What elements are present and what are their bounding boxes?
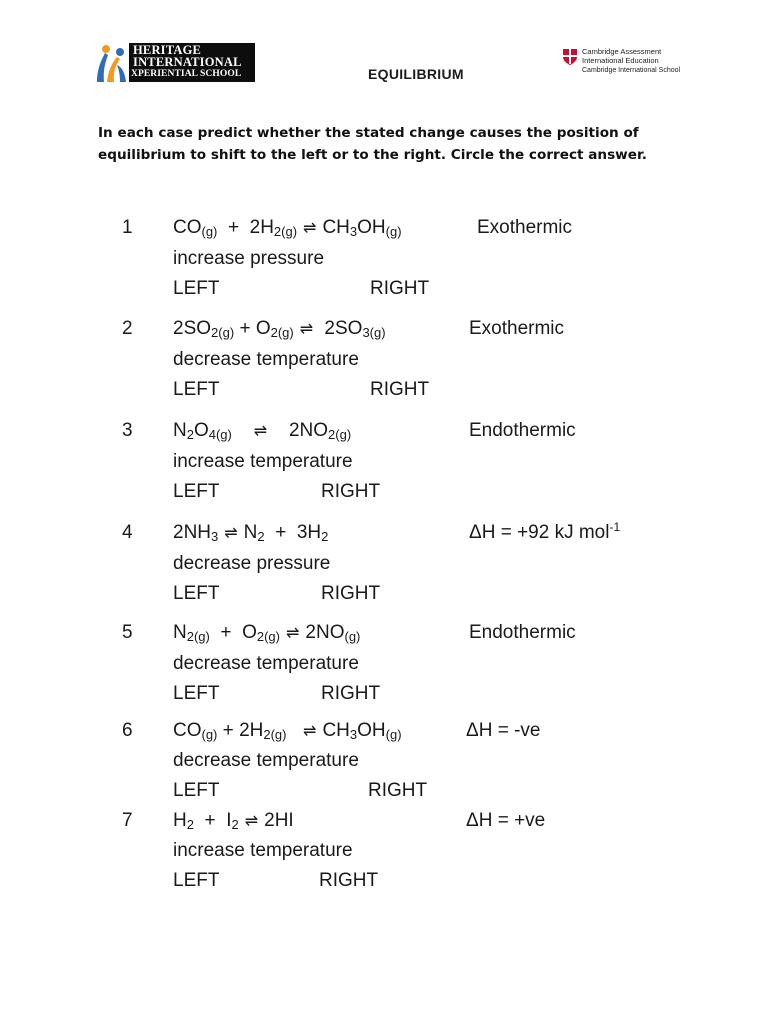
document-title: EQUILIBRIUM [368,66,464,82]
question-number: 5 [122,622,133,643]
question-number: 1 [122,217,133,238]
stated-change: increase temperature [173,451,353,472]
answer-right[interactable]: RIGHT [321,481,381,502]
question-number: 7 [122,810,133,831]
equation: $2SO_{2(g)} + O_{2(g)}$ ⇌ $2SO_{3(g)}$ [173,318,386,340]
answer-right[interactable]: RIGHT [368,780,428,801]
reaction-type: Exothermic [477,217,573,238]
stated-change: decrease temperature [173,653,359,674]
reaction-type: Endothermic [469,622,576,643]
cambridge-shield-icon [562,48,578,66]
reaction-type: ΔH = -ve [466,720,541,741]
question-number: 2 [122,318,133,339]
answer-left[interactable]: LEFT [173,481,220,502]
school-logo [93,43,255,82]
cambridge-line: International Education [582,55,659,65]
answer-left[interactable]: LEFT [173,870,220,891]
cambridge-text [582,48,680,76]
school-name-line: INTERNATIONAL [133,55,242,69]
equilibrium-arrow-icon: ⇌ [303,220,317,237]
reaction-type: Exothermic [469,318,565,339]
answer-left[interactable]: LEFT [173,583,220,604]
school-name-line: XPERIENTIAL SCHOOL [131,69,242,79]
answer-right[interactable]: RIGHT [321,583,381,604]
instructions: In each case predict whether the stated change causes the position of equilibrium to shift to the left or to the right. Circle the correct answer. [98,125,647,163]
reaction-type: Endothermic [469,420,576,441]
equilibrium-arrow-icon: ⇌ [286,625,300,642]
answer-right[interactable]: RIGHT [321,683,381,704]
cambridge-line: Cambridge Assessment [582,47,662,56]
school-name-block [129,43,255,82]
equation: $2NH_3$ ⇌ $N_2 + 3H_2$ [173,522,329,544]
cambridge-logo [562,47,681,79]
page-header [0,0,768,100]
equation: $CO_{(g)} + 2H_{2(g)}$ ⇌ $CH_3OH_{(g)}$ [173,720,402,742]
equilibrium-arrow-icon: ⇌ [253,423,268,440]
answer-right[interactable]: RIGHT [370,278,430,299]
school-emblem-icon [93,43,129,82]
stated-change: decrease temperature [173,750,359,771]
equilibrium-arrow-icon: ⇌ [303,723,317,740]
question-number: 4 [122,522,133,543]
equation: $N_{2(g)} + O_{2(g)}$ ⇌ $2NO_{(g)}$ [173,622,361,644]
equation: $N_2O_{4(g)}$ ⇌ $2NO_{2(g)}$ [173,420,352,442]
answer-right[interactable]: RIGHT [370,379,430,400]
equation: $H_2 + I_2$ ⇌ 2HI [173,810,294,832]
answer-left[interactable]: LEFT [173,683,220,704]
equilibrium-arrow-icon: ⇌ [224,525,238,542]
reaction-type: ΔH = +ve [466,810,546,831]
stated-change: decrease pressure [173,553,331,574]
stated-change: decrease temperature [173,349,359,370]
cambridge-line: Cambridge International School [582,67,681,74]
school-name-line: HERITAGE [133,43,202,57]
answer-right[interactable]: RIGHT [319,870,379,891]
answer-left[interactable]: LEFT [173,379,220,400]
stated-change: increase pressure [173,248,325,269]
stated-change: increase temperature [173,840,353,861]
equation: $CO_{(g)} + 2H_{2(g)}$ ⇌ $CH_3OH_{(g)}$ [173,217,402,239]
question-number: 6 [122,720,133,741]
equilibrium-arrow-icon: ⇌ [244,813,259,830]
reaction-type: ΔH = +92 kJ mol$^{-1}$ [469,520,621,543]
answer-left[interactable]: LEFT [173,780,220,801]
answer-left[interactable]: LEFT [173,278,220,299]
question-number: 3 [122,420,133,441]
equilibrium-arrow-icon: ⇌ [299,321,314,338]
